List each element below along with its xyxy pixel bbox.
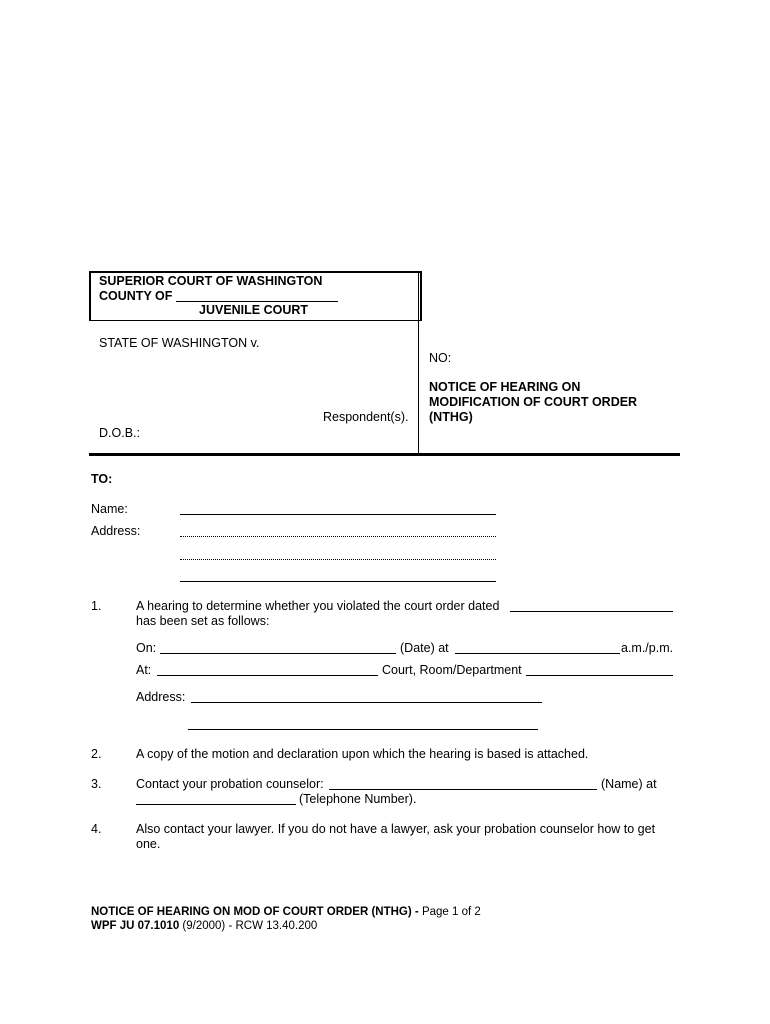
to-label: TO:: [91, 472, 113, 486]
caption-bottom-rule: [89, 453, 680, 456]
item3-number: 3.: [91, 777, 102, 791]
on-label: On:: [136, 641, 157, 655]
probation-counselor-phone-field[interactable]: [136, 804, 296, 805]
probation-counselor-name-field[interactable]: [329, 789, 597, 790]
county-label: COUNTY OF: [99, 289, 173, 303]
address-field-3[interactable]: [180, 581, 496, 582]
respondent-label: Respondent(s).: [323, 410, 409, 424]
item1-number: 1.: [91, 599, 102, 613]
address-field-1[interactable]: [180, 536, 496, 537]
state-line: STATE OF WASHINGTON v.: [99, 336, 260, 350]
court-name-line1: SUPERIOR COURT OF WASHINGTON: [99, 274, 323, 288]
room-department-field[interactable]: [526, 675, 673, 676]
footer-form-id: [91, 920, 317, 932]
address-field-2[interactable]: [180, 559, 496, 560]
item1-text-line1: A hearing to determine whether you violated the court order dated: [136, 599, 500, 613]
dob-label: D.O.B.:: [99, 426, 140, 440]
item4-text-line1: Also contact your lawyer. If you do not have a lawyer, ask your probation counselor how to get: [136, 822, 656, 836]
item2-number: 2.: [91, 747, 102, 761]
address-label: Address:: [91, 524, 141, 538]
case-number-label: NO:: [429, 351, 452, 365]
form-title-line2: MODIFICATION OF COURT ORDER: [429, 395, 638, 409]
county-blank-line[interactable]: [176, 301, 338, 302]
footer-title: [91, 906, 481, 918]
item3-phone-label: (Telephone Number).: [299, 792, 417, 806]
footer-page: Page 1 of 2: [421, 906, 481, 918]
item4-number: 4.: [91, 822, 102, 836]
item4-text-line2: one.: [136, 837, 161, 851]
footer-title-bold: NOTICE OF HEARING ON MOD OF COURT ORDER (NTHG) -: [91, 906, 419, 918]
hearing-time-field[interactable]: [455, 653, 620, 654]
name-field[interactable]: [180, 514, 496, 515]
form-title-line3: (NTHG): [429, 410, 473, 424]
item2-text: A copy of the motion and declaration upon which the hearing is based is attached.: [136, 747, 589, 761]
court-name-line2: [99, 289, 172, 303]
ampm-label: a.m./p.m.: [621, 641, 674, 655]
item3-name-label: (Name) at: [601, 777, 657, 791]
hearing-address-label: Address:: [136, 690, 186, 704]
name-label: Name:: [91, 502, 128, 516]
hearing-date-field[interactable]: [160, 653, 396, 654]
date-at-label: (Date) at: [400, 641, 449, 655]
item3-text-line1: Contact your probation counselor:: [136, 777, 324, 791]
court-field[interactable]: [157, 675, 378, 676]
hearing-address-field-2[interactable]: [188, 729, 538, 730]
hearing-address-field-1[interactable]: [191, 702, 542, 703]
court-name-line3: JUVENILE COURT: [199, 303, 309, 317]
item1-text-line2: has been set as follows:: [136, 614, 270, 628]
footer-form-number: WPF JU 07.1010: [91, 920, 180, 932]
order-date-field[interactable]: [510, 611, 673, 612]
caption-divider: [418, 271, 419, 454]
at-label: At:: [136, 663, 152, 677]
court-room-label: Court, Room/Department: [382, 663, 522, 677]
form-title-line1: NOTICE OF HEARING ON: [429, 380, 581, 394]
footer-form-rest: (9/2000) - RCW 13.40.200: [182, 920, 318, 932]
